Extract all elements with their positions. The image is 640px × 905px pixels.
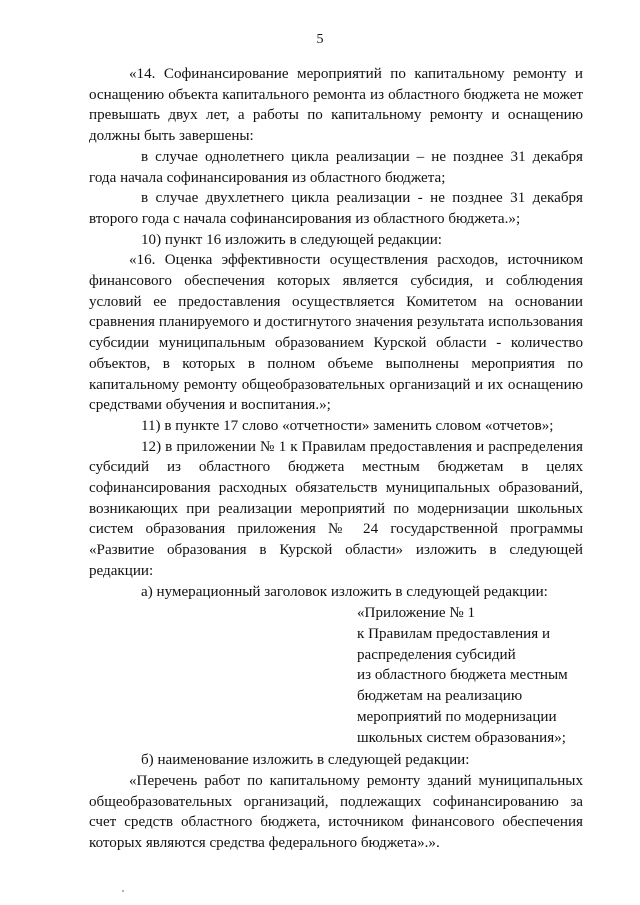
paragraph-one-year-cycle: в случае однолетнего цикла реализации – не позднее 31 декабря года начала софинансирования из областного бюджета; xyxy=(89,148,583,186)
appendix-line: мероприятий по модернизации xyxy=(357,708,557,725)
document-body xyxy=(89,64,583,854)
appendix-line: к Правилам предоставления и xyxy=(357,625,551,642)
paragraph-list-title: «Перечень работ по капитальному ремонту зданий муниципальных общеобразовательных организаций, подлежащих софинансированию за счет средств областного бюджета, источником финансового обеспечения которых являются средства федерального бюджета».». xyxy=(89,772,583,852)
paragraph-subitem-a: а) нумерационный заголовок изложить в следующей редакции: xyxy=(141,583,548,600)
paragraph-amendment-11: 11) в пункте 17 слово «отчетности» заменить словом «отчетов»; xyxy=(141,417,554,434)
paragraph-amendment-12: 12) в приложении № 1 к Правилам предоставления и распределения субсидий из областного бюджета местным бюджетам в целях софинансирования расходных обязательств муниципальных образований, возникающих при реализации мероприятий по модернизации школьных систем образования приложения № 24 государственной программы «Развитие образования в Курской области» изложить в следующей редакции: xyxy=(89,438,583,579)
appendix-line: бюджетам на реализацию xyxy=(357,688,523,705)
appendix-line: из областного бюджета местным xyxy=(357,667,568,684)
paragraph-subitem-b: б) наименование изложить в следующей редакции: xyxy=(141,752,470,769)
scan-artifact xyxy=(122,890,124,892)
paragraph-two-year-cycle: в случае двухлетнего цикла реализации - не позднее 31 декабря второго года с начала софинансирования из областного бюджета.»; xyxy=(89,190,583,227)
appendix-heading-block xyxy=(357,603,583,748)
appendix-line: распределения субсидий xyxy=(357,646,516,663)
paragraph-item-16: «16. Оценка эффективности осуществления расходов, источником финансового обеспечения которых является субсидия, и соблюдения условий ее предоставления осуществляется Комитетом на основании сравнения планируемого и достигнутого значения результата использования субсидии муниципальным образованием Курской области - количество объектов, в которых в полном объеме выполнены мероприятия по капитальному ремонту общеобразовательных организаций и их оснащению средствами обучения и воспитания.»; xyxy=(89,252,583,414)
appendix-line: «Приложение № 1 xyxy=(357,605,476,622)
page-number: 5 xyxy=(316,32,324,47)
appendix-line: школьных систем образования»; xyxy=(357,729,566,746)
paragraph-amendment-10: 10) пункт 16 изложить в следующей редакции: xyxy=(141,231,442,248)
paragraph-item-14: «14. Софинансирование мероприятий по капитальному ремонту и оснащению объекта капитального ремонта из областного бюджета не может превышать двух лет, а работы по капитальному ремонту и оснащению должны быть завершены: xyxy=(89,66,583,145)
